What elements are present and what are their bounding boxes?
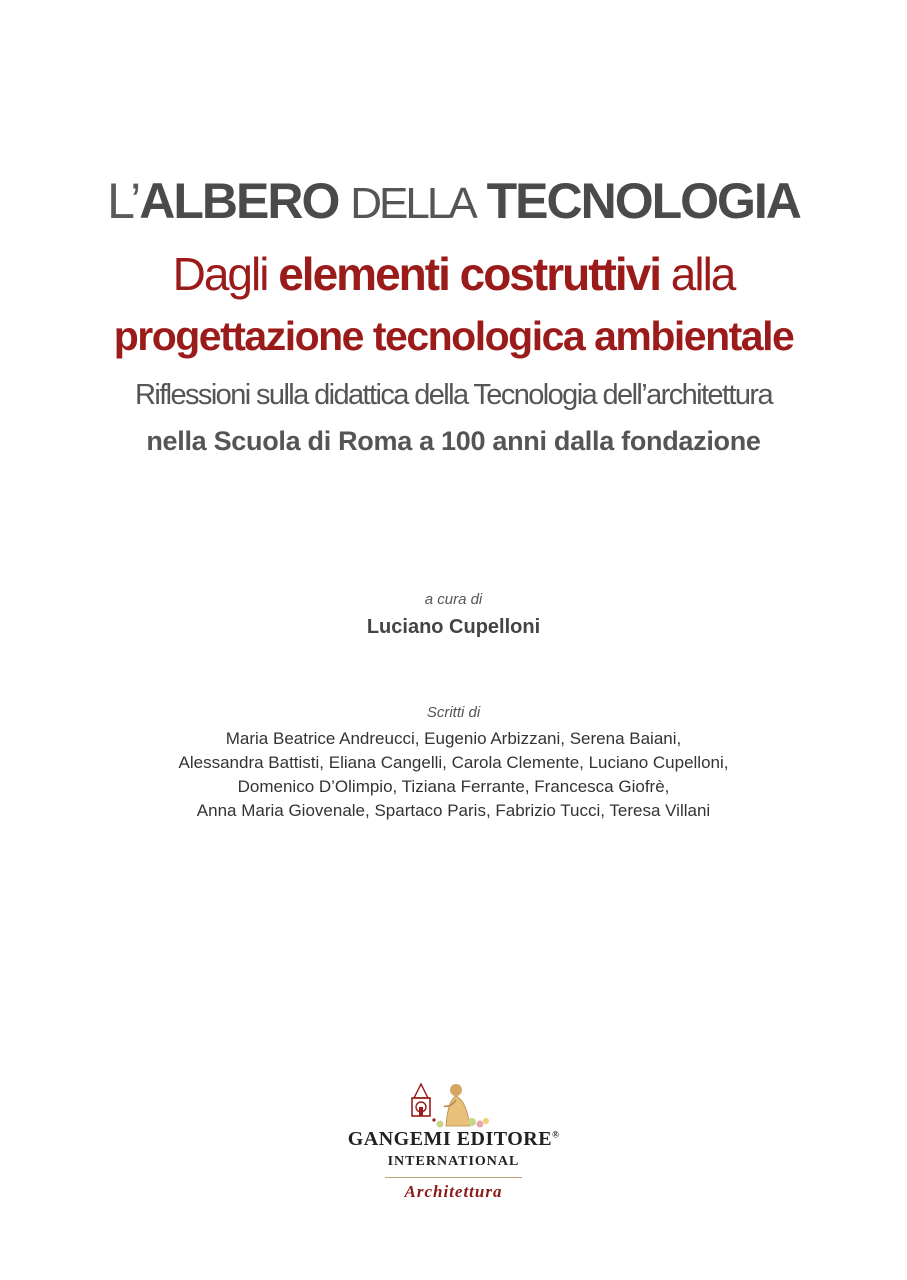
editor-name: Luciano Cupelloni [366,616,541,638]
title-line-3: progettazione tecnologica ambientale [113,313,794,359]
title-word-tecnologia: TECNOLOGIA [486,173,800,229]
contributors-line: Alessandra Battisti, Eliana Cangelli, Carola Clemente, Luciano Cupelloni, [178,753,729,772]
contributors-line: Domenico D’Olimpio, Tiziana Ferrante, Francesca Giofrè, [237,777,670,796]
publisher-logo-icon [410,1078,500,1132]
title-prefix: L’ [107,173,140,229]
title-line-2 [0,246,907,302]
contributors-label: Scritti di [426,704,481,721]
publisher-international: INTERNATIONAL [387,1154,520,1169]
contributors-list [0,727,907,823]
publisher-divider [385,1177,522,1178]
title-line-2-part-3: alla [660,248,735,300]
subtitle-line-1: Riflessioni sulla didattica della Tecnologia dell’architettura [135,379,772,411]
contributors-line: Maria Beatrice Andreucci, Eugenio Arbizzani, Serena Baiani, [225,729,682,748]
publisher-name-text: GANGEMI EDITORE [347,1128,553,1150]
title-line-2-part-1: Dagli [172,248,279,300]
title-line-1 [0,170,907,235]
editor-label: a cura di [424,591,483,608]
subtitle-line-2: nella Scuola di Roma a 100 anni dalla fondazione [146,426,761,456]
contributors-line: Anna Maria Giovenale, Spartaco Paris, Fabrizio Tucci, Teresa Villani [196,801,711,820]
title-word-della: DELLA [350,179,475,228]
registered-mark: ® [552,1129,560,1140]
publisher-series: Architettura [404,1182,503,1201]
title-word-albero: ALBERO [139,173,339,229]
publisher-name [0,1128,907,1151]
title-line-2-part-2: elementi costruttivi [278,248,660,300]
